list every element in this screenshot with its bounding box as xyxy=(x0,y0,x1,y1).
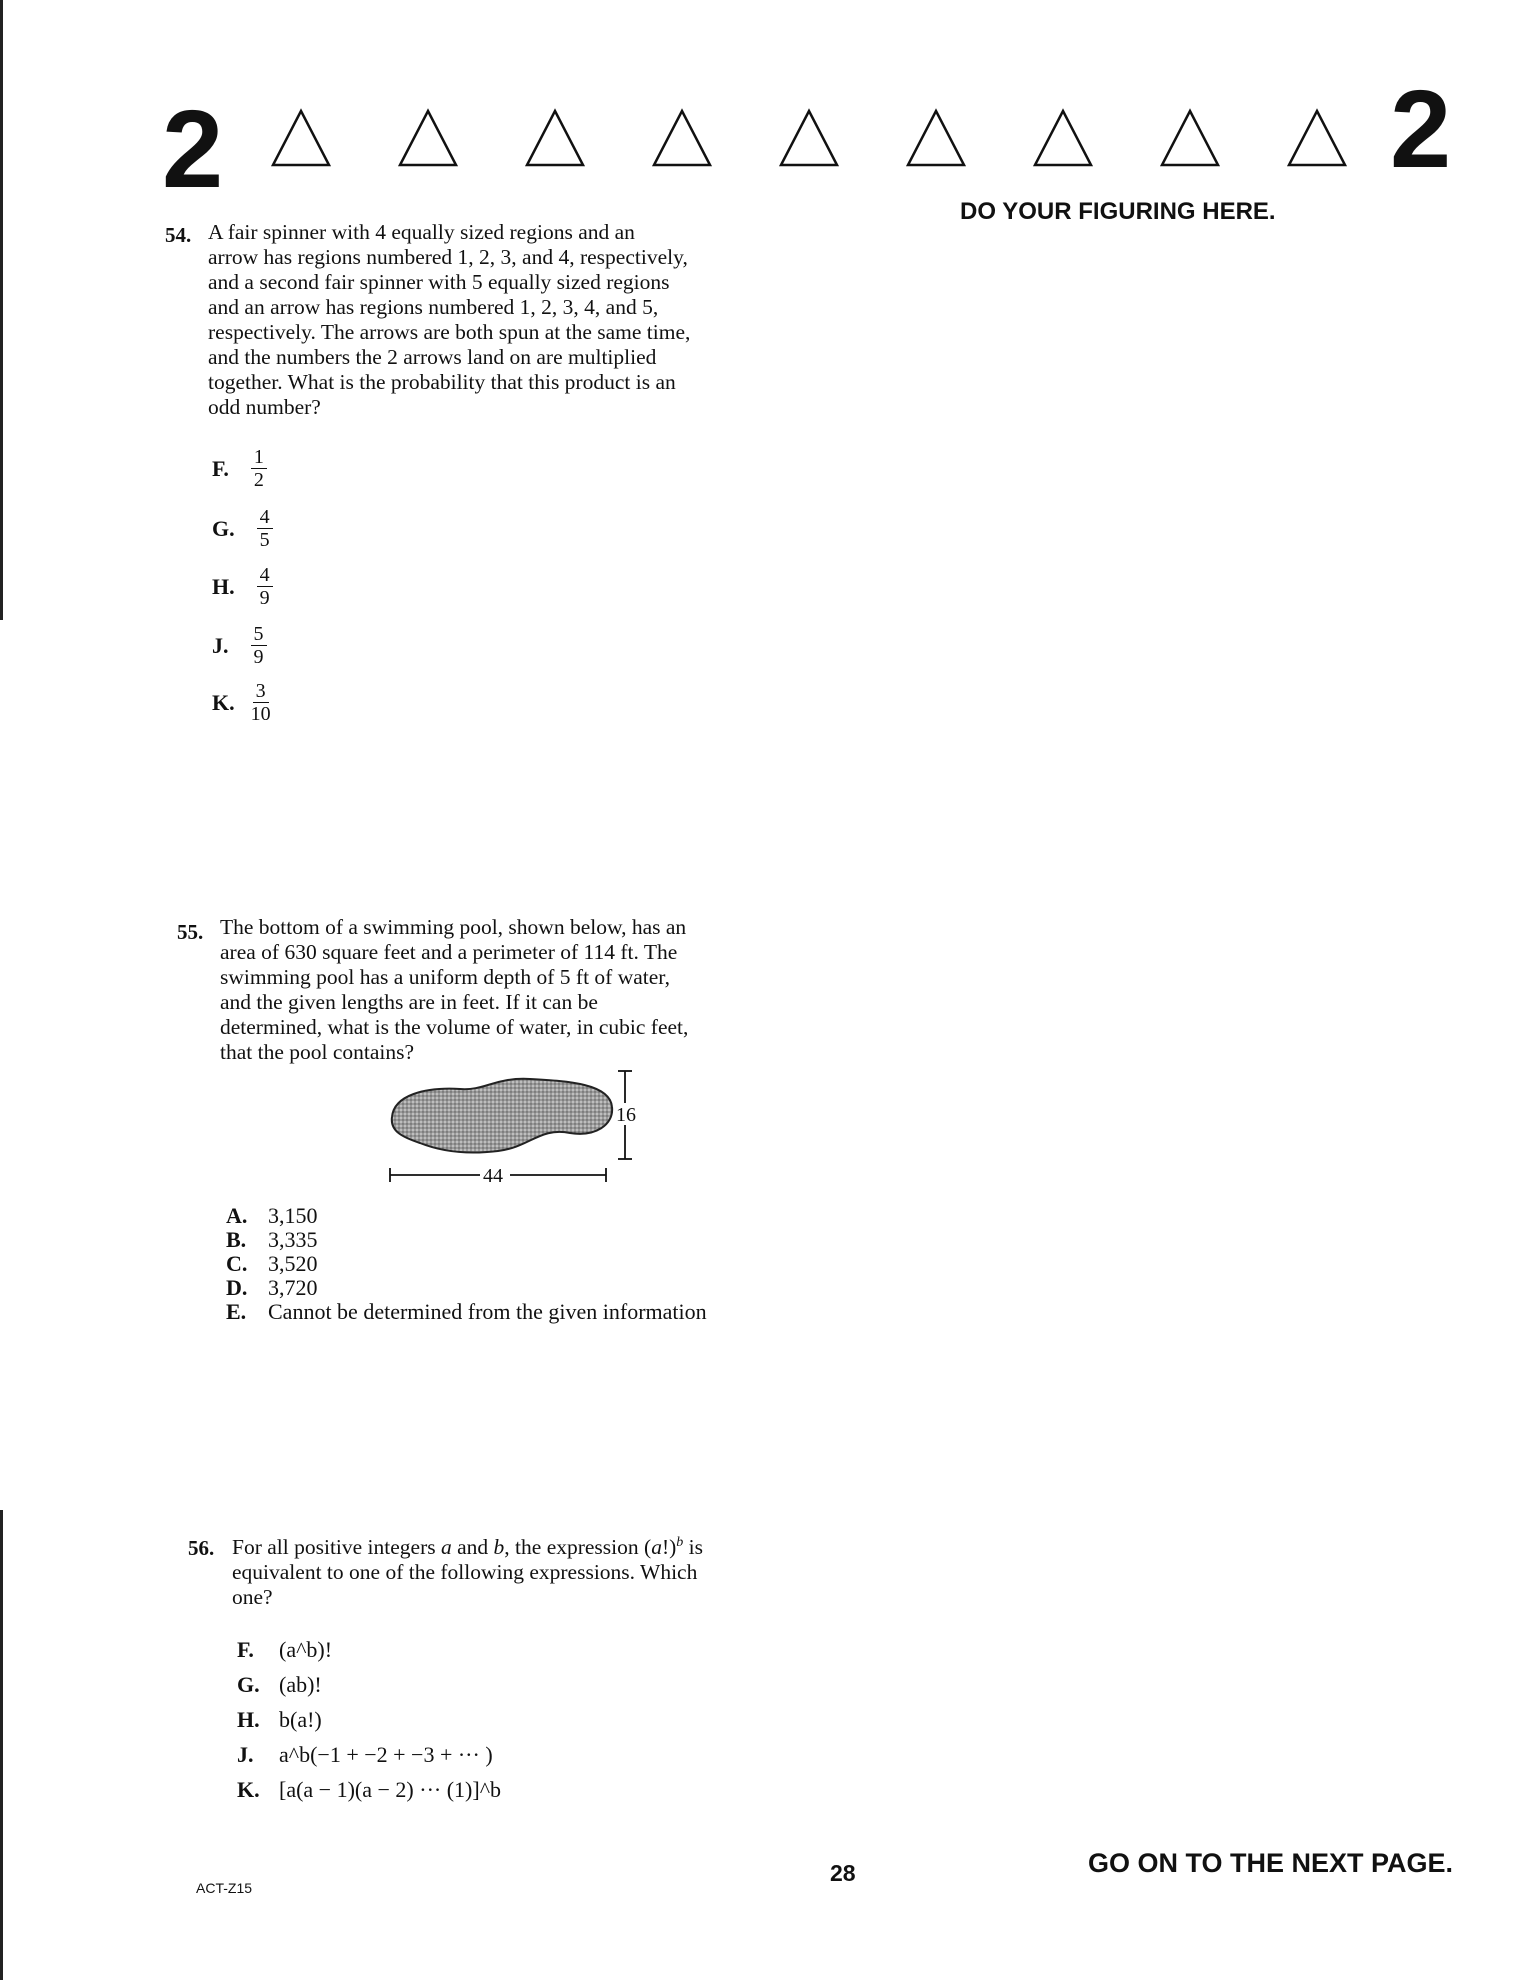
triangle-icon xyxy=(524,108,586,168)
option-letter: G. xyxy=(237,1672,260,1697)
text-run: For all positive integers xyxy=(232,1535,441,1560)
option-letter: K. xyxy=(212,689,235,715)
form-code: ACT-Z15 xyxy=(196,1880,253,1896)
option-text: 3,520 xyxy=(268,1251,318,1276)
option-text: 3,150 xyxy=(268,1203,318,1228)
variable-a: a xyxy=(441,1535,452,1560)
fraction xyxy=(251,623,267,668)
text-line: swimming pool has a uniform depth of 5 ft of water, xyxy=(220,965,670,989)
page-edge-mark-top xyxy=(0,0,3,620)
denominator: 10 xyxy=(250,703,271,725)
option-letter: C. xyxy=(226,1251,248,1276)
pool-shape xyxy=(392,1079,612,1153)
option-letter: J. xyxy=(212,632,229,658)
numerator: 1 xyxy=(251,446,267,469)
answer-option-f[interactable] xyxy=(237,1632,501,1667)
variable-b: b xyxy=(493,1535,505,1560)
triangle-icon xyxy=(397,108,459,168)
question-55-text xyxy=(220,915,820,1065)
denominator: 5 xyxy=(259,529,270,551)
text-line: and the numbers the 2 arrows land on are multiplied xyxy=(208,345,657,369)
fraction xyxy=(251,680,271,725)
text-line: together. What is the probability that this product is an xyxy=(208,370,676,394)
answer-option-f[interactable] xyxy=(212,446,267,491)
text-run: is xyxy=(683,1535,703,1560)
answer-option-k[interactable] xyxy=(212,680,271,725)
numerator: 5 xyxy=(251,623,267,646)
text-line: one? xyxy=(232,1585,273,1610)
option-text: 3,720 xyxy=(268,1275,318,1300)
text-line: The bottom of a swimming pool, shown below, has an xyxy=(220,915,687,939)
fraction xyxy=(251,446,267,491)
text-line xyxy=(232,1530,832,1560)
answer-option-h[interactable] xyxy=(237,1702,501,1737)
numerator: 4 xyxy=(257,564,273,587)
answer-option-c[interactable] xyxy=(226,1252,707,1276)
question-56-text xyxy=(232,1530,832,1610)
answer-option-d[interactable] xyxy=(226,1276,707,1300)
option-text: 3,335 xyxy=(268,1227,318,1252)
option-letter: A. xyxy=(226,1203,248,1228)
question-55-options xyxy=(226,1204,707,1324)
text-line: and an arrow has regions numbered 1, 2, 3, 4, and 5, xyxy=(208,295,659,319)
denominator: 9 xyxy=(253,646,264,668)
triangle-icon xyxy=(905,108,967,168)
numerator: 3 xyxy=(253,680,269,703)
answer-option-b[interactable] xyxy=(226,1228,707,1252)
figuring-note: DO YOUR FIGURING HERE. xyxy=(960,198,1276,225)
option-letter: F. xyxy=(212,455,229,481)
text-line: that the pool contains? xyxy=(220,1040,415,1064)
text-line: and a second fair spinner with 5 equally sized regions xyxy=(208,270,670,294)
answer-option-h[interactable] xyxy=(212,564,273,609)
exponent-b: b xyxy=(676,1535,684,1550)
option-letter: D. xyxy=(226,1275,248,1300)
next-page-note: GO ON TO THE NEXT PAGE. xyxy=(1088,1848,1454,1878)
option-letter: F. xyxy=(237,1637,254,1662)
option-letter: H. xyxy=(237,1707,260,1732)
option-text: (ab)! xyxy=(279,1672,322,1697)
answer-option-j[interactable] xyxy=(237,1737,501,1772)
page-edge-mark-bottom xyxy=(0,1510,3,1980)
pool-figure xyxy=(380,1065,650,1200)
triangle-icon xyxy=(1286,108,1348,168)
numerator: 4 xyxy=(257,506,273,529)
triangle-icon xyxy=(1032,108,1094,168)
question-56-number: 56. xyxy=(188,1536,215,1560)
answer-option-g[interactable] xyxy=(212,506,273,551)
text-line: A fair spinner with 4 equally sized regions and an xyxy=(208,220,635,244)
question-54-number: 54. xyxy=(165,223,192,247)
text-line: area of 630 square feet and a perimeter of 114 ft. The xyxy=(220,940,678,964)
height-label: 16 xyxy=(616,1104,636,1126)
option-text: b(a!) xyxy=(279,1707,322,1732)
variable-a: a xyxy=(651,1535,662,1560)
text-line: odd number? xyxy=(208,395,321,419)
text-run: and xyxy=(451,1535,494,1560)
text-line: and the given lengths are in feet. If it can be xyxy=(220,990,598,1014)
option-letter: E. xyxy=(226,1299,247,1324)
text-line: equivalent to one of the following expressions. Which xyxy=(232,1560,698,1585)
text-run: , the expression ( xyxy=(504,1535,652,1560)
text-line: respectively. The arrows are both spun at the same time, xyxy=(208,320,691,344)
section-number-right: 2 xyxy=(1390,68,1452,191)
fraction xyxy=(257,564,273,609)
question-56-options xyxy=(237,1632,501,1807)
triangle-icon xyxy=(1159,108,1221,168)
option-text: Cannot be determined from the given information xyxy=(268,1299,707,1324)
option-letter: H. xyxy=(212,573,235,599)
page-number: 28 xyxy=(830,1860,856,1886)
triangle-icon xyxy=(270,108,332,168)
section-number-left: 2 xyxy=(162,88,224,211)
text-line: arrow has regions numbered 1, 2, 3, and 4, respectively, xyxy=(208,245,688,269)
text-line: determined, what is the volume of water, in cubic feet, xyxy=(220,1015,689,1039)
denominator: 2 xyxy=(253,469,264,491)
answer-option-k[interactable] xyxy=(237,1772,501,1807)
denominator: 9 xyxy=(259,587,270,609)
triangle-icon xyxy=(778,108,840,168)
option-text: a^b(−1 + −2 + −3 + ··· ) xyxy=(279,1742,493,1767)
answer-option-j[interactable] xyxy=(212,623,267,668)
text-run: !) xyxy=(661,1535,677,1560)
question-54-text xyxy=(208,220,808,420)
option-letter: G. xyxy=(212,515,235,541)
option-letter: J. xyxy=(237,1742,254,1767)
answer-option-e[interactable] xyxy=(226,1300,707,1324)
answer-option-g[interactable] xyxy=(237,1667,501,1702)
triangle-icon xyxy=(651,108,713,168)
option-letter: B. xyxy=(226,1227,247,1252)
fraction xyxy=(257,506,273,551)
question-55-number: 55. xyxy=(177,920,204,944)
option-text: [a(a − 1)(a − 2) ··· (1)]^b xyxy=(279,1777,502,1802)
option-text: (a^b)! xyxy=(279,1637,333,1662)
width-label: 44 xyxy=(483,1165,503,1187)
answer-option-a[interactable] xyxy=(226,1204,707,1228)
option-letter: K. xyxy=(237,1777,260,1802)
